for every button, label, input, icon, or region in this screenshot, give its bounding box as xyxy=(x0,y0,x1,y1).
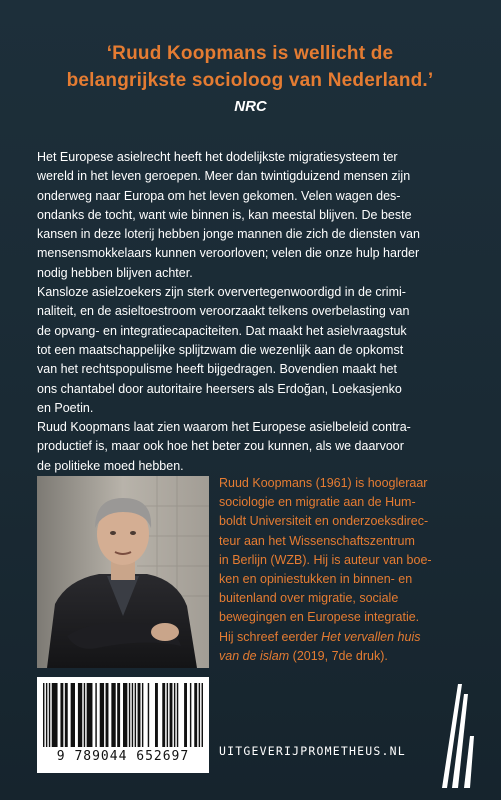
book-blurb xyxy=(37,148,477,476)
barcode-bar xyxy=(46,683,47,747)
barcode-bar xyxy=(148,683,149,747)
barcode-bar xyxy=(132,683,133,747)
barcode-bar xyxy=(194,683,197,747)
barcode-bar xyxy=(100,683,104,747)
bio-line: ken en opiniestukken in binnen- en xyxy=(219,572,413,587)
bio-earlier-suffix: (2019, 7de druk). xyxy=(289,648,388,663)
barcode-bar xyxy=(106,683,109,747)
isbn-number: 9 789044 652697 xyxy=(56,749,190,764)
barcode-bar xyxy=(71,683,75,747)
barcode-bar xyxy=(43,683,44,747)
barcode-bar xyxy=(135,683,136,747)
bio-line: Ruud Koopmans (1961) is hoogleraar xyxy=(219,476,428,490)
blurb-line: van het rechtspopulisme heeft bijgedragen. Bovendien maakt het xyxy=(37,362,397,377)
barcode-bar xyxy=(78,683,82,747)
blurb-line: naliteit, en de asieltoestroom veroorzaakt telkens overbelasting van xyxy=(37,304,410,319)
barcode-bar xyxy=(138,683,141,747)
barcode-bar xyxy=(170,683,173,747)
barcode-bar xyxy=(167,683,168,747)
barcode-bars xyxy=(43,683,203,747)
barcode-bar xyxy=(111,683,115,747)
bio-earlier-work-line xyxy=(219,647,479,666)
bio-line: boldt Universiteit en onderzoeksdirec- xyxy=(219,514,429,529)
author-portrait-illustration xyxy=(37,476,209,668)
barcode-bar xyxy=(184,683,187,747)
barcode-bar xyxy=(129,683,130,747)
blurb-line: onderweg naar Europa om het leven gekomen. Velen wagen des- xyxy=(37,188,401,203)
barcode-bar xyxy=(123,683,127,747)
review-quote xyxy=(40,40,460,94)
blurb-line: de politieke moed hebben. xyxy=(37,458,184,473)
barcode-bar xyxy=(117,683,120,747)
blurb-line: ondanks de tocht, want wie binnen is, kan meestal blijven. De beste xyxy=(37,207,412,222)
blurb-line: Ruud Koopmans laat zien waarom het Europese asielbeleid contra- xyxy=(37,420,411,435)
blurb-line: nodig hebben blijven achter. xyxy=(37,265,193,280)
blurb-line: Het Europese asielrecht heeft het dodelijkste migratiesysteem ter xyxy=(37,150,398,164)
barcode-bar xyxy=(84,683,85,747)
blurb-line: wereld in het leven geroepen. Meer dan twintigduizend mensen zijn xyxy=(37,169,411,184)
author-portrait xyxy=(37,476,209,668)
blurb-line: tot een maatschappelijke splijtzwam die wezenlijk aan de opkomst xyxy=(37,342,404,357)
earlier-book-title: van de islam xyxy=(219,648,290,663)
publisher-url[interactable]: UITGEVERIJPROMETHEUS.NL xyxy=(219,744,406,758)
blurb-line: kansen in deze loterij hebben jonge mannen die zich de diensten van xyxy=(37,227,420,242)
barcode-bar xyxy=(95,683,96,747)
barcode-bar xyxy=(52,683,58,747)
barcode xyxy=(37,677,209,773)
barcode-bar xyxy=(199,683,200,747)
blurb-line: Kansloze asielzoekers zijn sterk oververtegenwoordigd in de crimi- xyxy=(37,285,406,300)
blurb-line: mensensmokkelaars kunnen veroorloven; velen die onze hulp harder xyxy=(37,246,420,261)
barcode-bar xyxy=(177,683,178,747)
barcode-bar xyxy=(49,683,50,747)
blurb-line: de opvang- en integratiecapaciteiten. Dat maakt het asielvraagstuk xyxy=(37,323,407,338)
barcode-bar xyxy=(190,683,191,747)
bio-line: bewegingen en Europese integratie. xyxy=(219,610,420,625)
barcode-bar xyxy=(162,683,165,747)
bio-line: in Berlijn (WZB). Hij is auteur van boe- xyxy=(219,552,432,567)
blurb-line: ons chantabel door autoritaire heersers als Erdoğan, Loekasjenko xyxy=(37,381,402,396)
barcode-bar xyxy=(65,683,68,747)
blurb-line: en Poetin. xyxy=(37,400,94,415)
bio-earlier-prefix: Hij schreef eerder xyxy=(219,629,322,644)
barcode-bar xyxy=(174,683,175,747)
author-bio xyxy=(219,474,479,666)
quote-source: NRC xyxy=(234,98,267,115)
bio-line: sociologie en migratie aan de Hum- xyxy=(219,495,416,510)
prometheus-logo-icon xyxy=(438,676,478,788)
quote-line: belangrijkste socioloog van Nederland.’ xyxy=(66,70,434,91)
bio-line: teur aan het Wissenschaftszentrum xyxy=(219,533,415,548)
bio-line: buitenland over migratie, sociale xyxy=(219,591,399,606)
barcode-bar xyxy=(142,683,143,747)
barcode-bar xyxy=(87,683,93,747)
earlier-book-title: Het vervallen huis xyxy=(321,629,421,644)
barcode-bar xyxy=(202,683,203,747)
bio-earlier-work-line xyxy=(219,628,479,647)
barcode-bar xyxy=(60,683,63,747)
quote-line: ‘Ruud Koopmans is wellicht de xyxy=(106,43,394,64)
blurb-line: productief is, maar ook hoe het beter zou kunnen, als we daarvoor xyxy=(37,439,404,454)
barcode-bar xyxy=(155,683,158,747)
